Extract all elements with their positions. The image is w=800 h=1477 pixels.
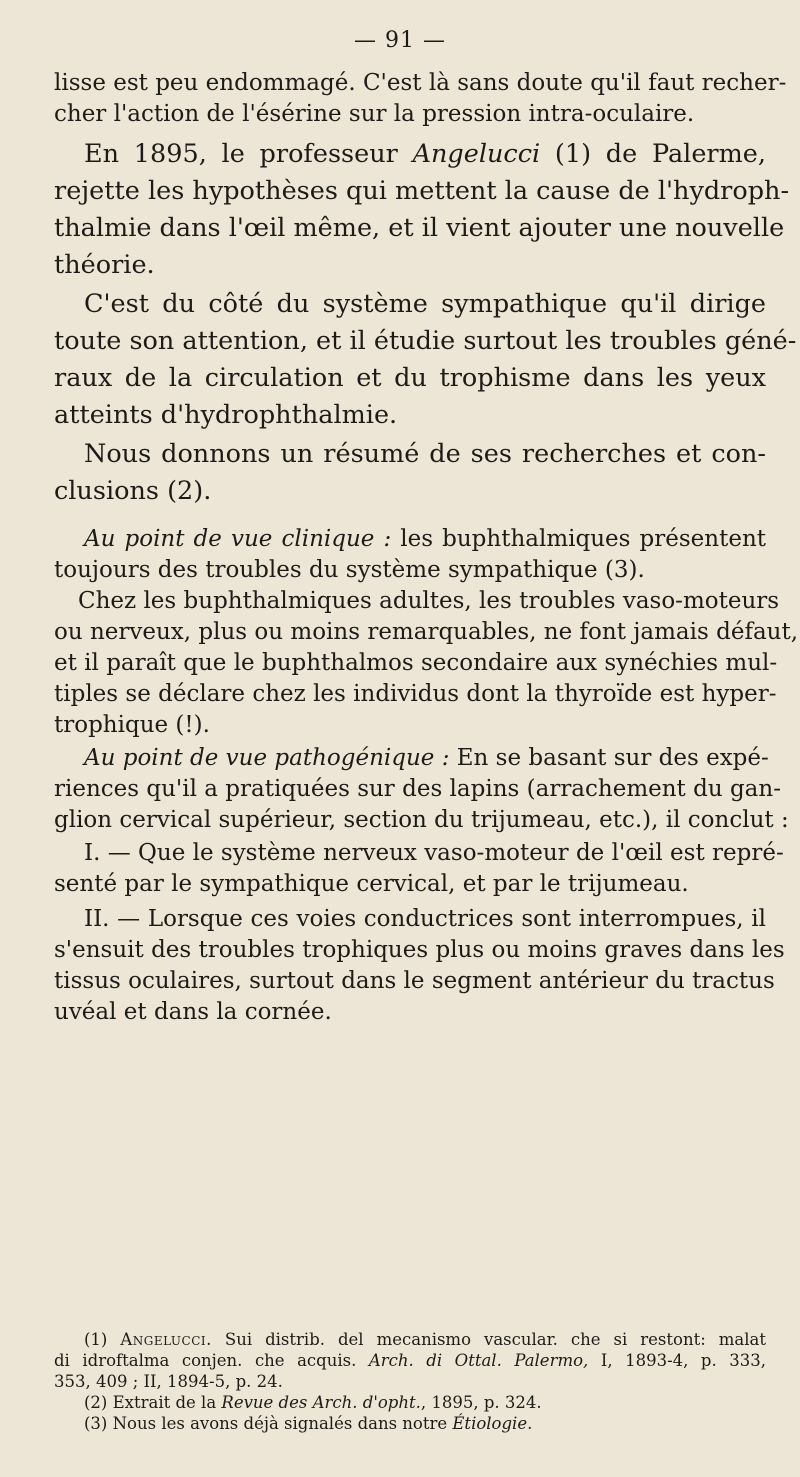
text-line: En 1895, le professeur Angelucci (1) de Palerme, [84, 139, 766, 169]
book-title: Étiologie [452, 1414, 528, 1433]
text-line: ou nerveux, plus ou moins remarquables, ne font jamais défaut, [54, 619, 799, 645]
footnote-author: Angelucci. [120, 1330, 212, 1349]
paragraph-1 [54, 68, 787, 130]
body-text [54, 68, 799, 1028]
text-line: riences qu'il a pratiquées sur des lapins (arrachement du gan- [54, 776, 781, 802]
section-heading: Au point de vue clinique : [84, 526, 392, 552]
text-line: et il paraît que le buphthalmos secondaire aux synéchies mul- [54, 650, 778, 676]
text-line: C'est du côté du système sympathique qu'il dirige [84, 289, 766, 319]
text-line: uvéal et dans la cornée. [54, 999, 332, 1025]
text-line: Chez les buphthalmiques adultes, les troubles vaso-moteurs [78, 588, 780, 614]
journal-title: Revue des Arch. d'opht. [221, 1393, 421, 1412]
text-line: s'ensuit des troubles trophiques plus ou moins graves dans les [54, 937, 785, 963]
text-line: I. — Que le système nerveux vaso-moteur de l'œil est repré- [84, 840, 784, 866]
text-line: Au point de vue clinique : les buphthalmiques présentent [84, 526, 767, 552]
footnotes [54, 1329, 766, 1434]
text-line: senté par le sympathique cervical, et par le trijumeau. [54, 871, 689, 897]
paragraph-3 [54, 286, 797, 434]
paragraph-8 [54, 904, 785, 1028]
paragraph-5 [54, 524, 799, 741]
paragraph-6 [54, 743, 789, 836]
section-heading: Au point de vue pathogénique : [84, 745, 450, 771]
text-line: toujours des troubles du système sympathique (3). [54, 557, 645, 583]
author-name: Angelucci [412, 139, 541, 169]
text-line: thalmie dans l'œil même, et il vient ajouter une nouvelle [54, 213, 785, 243]
text-line: trophique (!). [54, 712, 210, 738]
text-line: II. — Lorsque ces voies conductrices sont interrompues, il [84, 906, 766, 932]
text-line: rejette les hypothèses qui mettent la cause de l'hydroph- [54, 176, 790, 206]
text-line: atteints d'hydrophthalmie. [54, 400, 398, 430]
text-line: lisse est peu endommagé. C'est là sans doute qu'il faut recher- [54, 70, 787, 96]
text-line: Nous donnons un résumé de ses recherches et con- [84, 439, 766, 469]
footnote-1-line: 353, 409 ; II, 1894-5, p. 24. [54, 1372, 283, 1391]
footnote-1-line: di idroftalma conjen. che acquis. Arch. di Ottal. Palermo, I, 1893-4, p. 333, [54, 1351, 766, 1370]
text-line: théorie. [54, 250, 155, 280]
text-line: glion cervical supérieur, section du trijumeau, etc.), il conclut : [54, 807, 789, 833]
paragraph-2 [54, 136, 790, 284]
paragraph-7 [54, 838, 784, 900]
footnote-3: (3) Nous les avons déjà signalés dans notre Étiologie. [84, 1414, 533, 1433]
footnote-1: (1) Angelucci. Sui distrib. del mecanismo vascular. che si restont: malat [84, 1330, 766, 1349]
paragraph-4 [54, 436, 766, 510]
text-line: clusions (2). [54, 476, 212, 506]
text-line: raux de la circulation et du trophisme dans les yeux [54, 363, 766, 393]
text-line: toute son attention, et il étudie surtout les troubles géné- [54, 326, 797, 356]
footnote-2: (2) Extrait de la Revue des Arch. d'opht., 1895, p. 324. [84, 1393, 542, 1412]
text-line: cher l'action de l'ésérine sur la pression intra-oculaire. [54, 101, 695, 127]
text-line: tiples se déclare chez les individus dont la thyroïde est hyper- [54, 681, 777, 707]
page-number: — 91 — [354, 28, 446, 53]
text-line: Au point de vue pathogénique : En se basant sur des expé- [84, 745, 769, 771]
text-line: tissus oculaires, surtout dans le segment antérieur du tractus [54, 968, 775, 994]
journal-title: Arch. di Ottal. Palermo, [368, 1351, 589, 1370]
